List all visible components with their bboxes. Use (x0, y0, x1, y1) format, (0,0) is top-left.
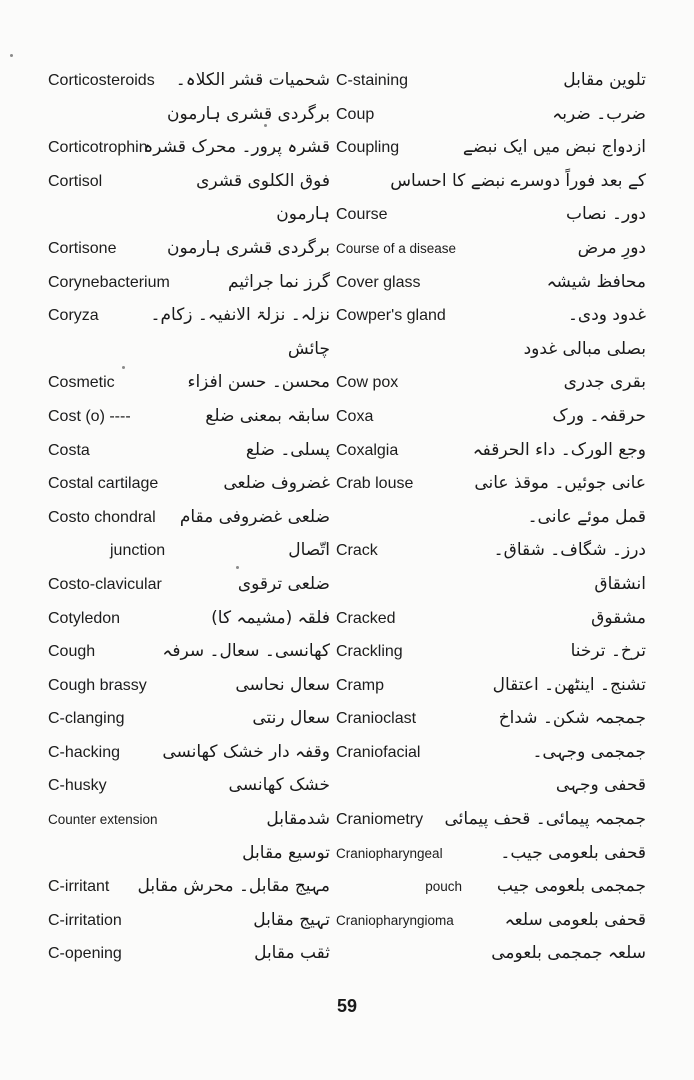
english-term: C-hacking (48, 743, 121, 761)
english-term: C-opening (48, 945, 122, 963)
urdu-term: تلوین مقابل (563, 70, 646, 90)
urdu-term: خشک کھانسی (228, 775, 330, 796)
urdu-term: عانی جوئیں۔ موقذ عانی (474, 473, 646, 494)
english-term (48, 198, 198, 232)
urdu-term: وجع الورک۔ داء الحرقفہ (472, 439, 646, 460)
english-term: Cowper's gland (336, 307, 446, 325)
urdu-term: قمل موئے عانی۔ (527, 506, 646, 527)
english-term: Counter extension (48, 812, 158, 828)
english-term: C-clanging (48, 710, 125, 728)
english-term: Crackling (336, 643, 403, 661)
urdu-term: قحفی بلعومی سلعہ (504, 909, 646, 930)
english-term: Corynebacterium (48, 273, 170, 291)
urdu-term: ازدواج نبض میں ایک نبضے (462, 137, 646, 158)
urdu-term: غدود ودی۔ (567, 305, 646, 326)
urdu-term: غضروف ضلعی (223, 473, 330, 494)
urdu-term: مشقوق (591, 607, 646, 628)
urdu-term: حرقفہ۔ ورک (552, 405, 646, 426)
urdu-term: شدمقابل (266, 809, 330, 830)
urdu-term: تہیج مقابل (253, 909, 330, 930)
urdu-term: چائش (287, 338, 330, 359)
urdu-term: مہیج مقابل۔ محرش مقابل (137, 876, 330, 897)
urdu-term: انشقاق (594, 573, 646, 594)
english-term: Crab louse (336, 475, 414, 493)
urdu-term: فوق الکلوی قشری (196, 170, 330, 191)
english-term: Course (336, 206, 388, 224)
english-term: Costo-clavicular (48, 575, 162, 593)
paper-speck (236, 566, 239, 569)
english-term: Coryza (48, 307, 99, 325)
urdu-term: قحفی وجہی (555, 775, 646, 796)
urdu-term: قشرہ پرور۔ محرک قشرہ (143, 137, 330, 158)
english-term: Cortisol (48, 172, 103, 190)
english-term: Costo chondral (48, 508, 156, 526)
english-term: Course of a disease (336, 240, 457, 256)
english-term: Craniopharyngeal (336, 845, 443, 861)
urdu-term: گرز نما جراثیم (227, 271, 330, 292)
english-term (336, 333, 468, 367)
english-term: Cortisone (48, 239, 117, 257)
english-term: Coup (336, 105, 375, 123)
urdu-term: بقری جدری (563, 372, 646, 393)
urdu-term: سلعہ جمجمی بلعومی (491, 943, 646, 964)
urdu-term: قحفی بلعومی جیب۔ (500, 842, 646, 863)
urdu-term: ضرب۔ ضربہ (552, 103, 646, 124)
english-term: Cover glass (336, 273, 421, 291)
urdu-term: محافظ شیشہ (546, 271, 646, 292)
english-term: Cough (48, 643, 96, 661)
urdu-term: سعال رنتی (252, 708, 330, 729)
urdu-term: شحمیات قشر الکلاہ۔ (175, 70, 330, 90)
urdu-term: کے بعد فوراً دوسرے نبضے کا احساس (390, 170, 646, 191)
urdu-term: جمجمہ شکن۔ شداخ (498, 708, 646, 729)
english-term (48, 837, 198, 871)
urdu-term: سابقہ بمعنی ضلع (205, 405, 330, 426)
urdu-term: ہارمون (276, 204, 330, 225)
urdu-term: دور۔ نصاب (565, 204, 646, 225)
english-term: Cost (o) ---- (48, 407, 131, 425)
english-term: Crack (336, 542, 378, 560)
english-term: Cracked (336, 609, 396, 627)
urdu-term: ضلعی ترقوی (237, 573, 330, 594)
urdu-term: برگردی قشری ہارمون (167, 237, 330, 258)
paper-speck (10, 54, 13, 57)
urdu-term: نزلہ۔ نزلۃ الانفیہ۔ زکام۔ (150, 305, 330, 326)
urdu-term: وقفہ دار خشک کھانسی (162, 741, 330, 762)
paper-speck (264, 124, 267, 127)
english-term: Craniopharyngioma (336, 912, 454, 928)
english-column-left (48, 64, 198, 971)
english-term: Cranioclast (336, 710, 417, 728)
urdu-term: بصلی مبالی غدود (523, 338, 646, 359)
english-term (336, 937, 468, 971)
english-term: Costa (48, 441, 90, 459)
english-term: C-irritation (48, 911, 122, 929)
urdu-term: دورِ مرض (577, 237, 646, 258)
english-term: Cotyledon (48, 609, 121, 627)
english-term: Costal cartilage (48, 475, 159, 493)
english-term: Coxa (336, 407, 374, 425)
urdu-term: سعال نحاسی (235, 674, 330, 695)
english-term: C-staining (336, 72, 409, 89)
urdu-term: برگردی قشری ہارمون (167, 103, 330, 124)
english-term (336, 568, 468, 602)
urdu-term: ترخ۔ ترخنا (570, 641, 646, 662)
english-term: pouch (425, 879, 462, 895)
urdu-term: ثقب مقابل (254, 943, 330, 964)
urdu-term: ضلعی غضروفی مقام (179, 506, 330, 527)
urdu-term: اتّصال (288, 540, 330, 561)
urdu-term: محسن۔ حسن افزاء (187, 372, 330, 393)
english-term: Cosmetic (48, 374, 115, 392)
urdu-term: کھانسی۔ سعال۔ سرفہ (162, 641, 330, 662)
english-term: Cow pox (336, 374, 399, 392)
english-term: Craniometry (336, 811, 424, 829)
urdu-term: پسلی۔ ضلع (245, 439, 330, 460)
page-number: 59 (336, 996, 358, 1016)
urdu-term: درز۔ شگاف۔ شقاق۔ (493, 540, 646, 561)
english-term: Coxalgia (336, 441, 399, 459)
english-term: Cramp (336, 676, 385, 694)
urdu-term: جمجمی وجہی۔ (532, 741, 646, 762)
english-term: C-husky (48, 777, 107, 795)
english-term: Cough brassy (48, 676, 147, 694)
urdu-term: جمجمی بلعومی جیب (496, 876, 646, 897)
urdu-term: جمجمہ پیمائی۔ قحف پیمائی (444, 809, 646, 830)
english-term (336, 769, 468, 803)
english-term: Coupling (336, 139, 400, 157)
urdu-term: تشنج۔ اینٹھن۔ اعتقال (492, 674, 646, 695)
english-term: Corticosteroids (48, 72, 155, 89)
english-term: C-irritant (48, 878, 110, 896)
english-term: Craniofacial (336, 743, 421, 761)
urdu-term: فلقہ (مشیمہ کا) (211, 607, 330, 628)
english-term (336, 501, 468, 535)
english-term: Corticotrophin (48, 139, 148, 157)
english-term (48, 333, 198, 367)
paper-speck (122, 366, 125, 369)
english-term: junction (110, 542, 166, 560)
urdu-term: توسیع مقابل (242, 842, 330, 863)
